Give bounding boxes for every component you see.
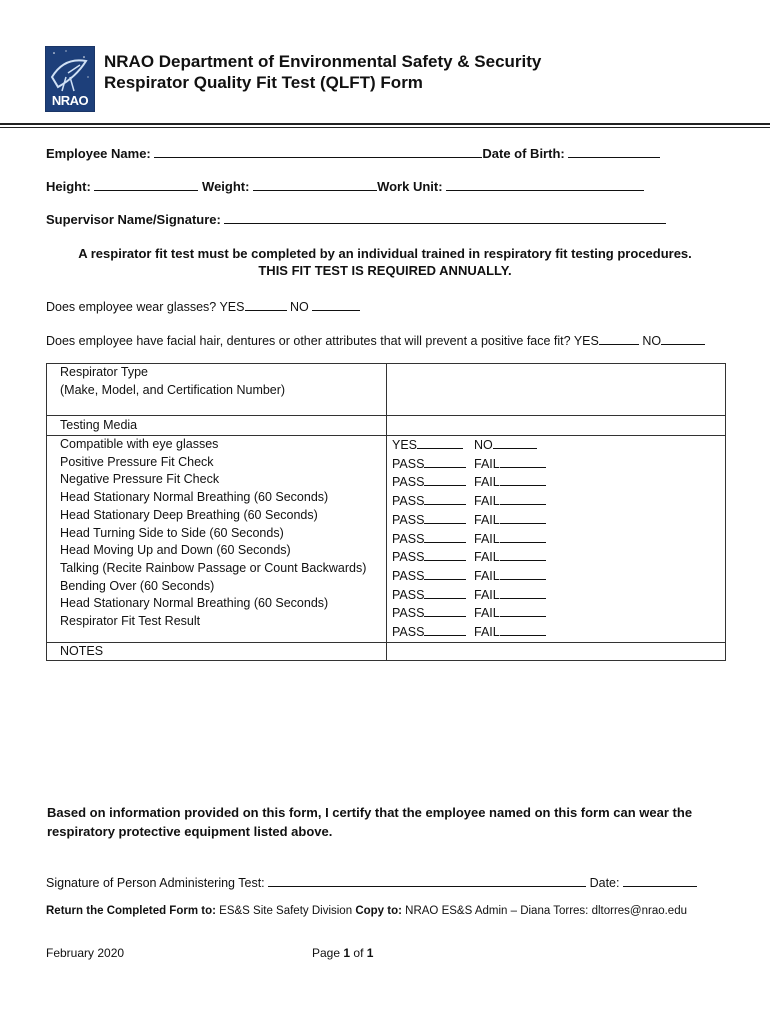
result-option-a: PASS <box>392 494 425 509</box>
fit-test-table <box>46 363 726 661</box>
notes-input[interactable] <box>387 642 726 661</box>
page-num: 1 <box>343 946 351 960</box>
logo-text: NRAO <box>51 93 89 108</box>
height-label: Height: <box>46 179 91 194</box>
result-option-a: PASS <box>392 550 425 565</box>
result-option-a-line[interactable] <box>424 473 466 486</box>
test-row-label: Head Turning Side to Side (60 Seconds) <box>60 525 284 540</box>
work-unit-line[interactable] <box>446 177 644 191</box>
result-option-b-line[interactable] <box>500 511 546 524</box>
notes-row <box>47 642 726 661</box>
certification-statement: Based on information provided on this form, I certify that the employee named on this form can wear the respiratory protective equipment listed above. <box>47 805 693 839</box>
test-row-label: Respirator Fit Test Result <box>60 614 201 629</box>
test-row-label: Head Stationary Normal Breathing (60 Seconds) <box>60 490 329 505</box>
height-weight-field[interactable] <box>46 177 644 194</box>
testing-media-label: Testing Media <box>60 418 138 432</box>
result-option-a: PASS <box>392 512 425 527</box>
test-row-label: Talking (Recite Rainbow Passage or Count Backwards) <box>60 560 367 575</box>
notes-cell <box>47 642 387 661</box>
page-title: NRAO Department of Environmental Safety & Security <box>104 52 542 71</box>
glasses-question-label: Does employee wear glasses? YES <box>46 300 245 314</box>
signature-field[interactable] <box>46 873 697 890</box>
test-row-result[interactable] <box>392 604 725 623</box>
notice-annual: THIS FIT TEST IS REQUIRED ANNUALLY. <box>258 263 512 278</box>
result-option-a: PASS <box>392 625 425 640</box>
page-of: of <box>353 946 364 960</box>
test-row-label: Negative Pressure Fit Check <box>60 472 220 487</box>
result-option-b-line[interactable] <box>500 567 546 580</box>
testing-media-row <box>47 416 726 436</box>
test-row-result[interactable] <box>392 530 725 549</box>
page-subtitle: Respirator Quality Fit Test (QLFT) Form <box>104 73 423 92</box>
result-option-a: PASS <box>392 606 425 621</box>
signature-line[interactable] <box>268 873 586 887</box>
result-option-b: FAIL <box>474 456 500 471</box>
result-option-a-line[interactable] <box>424 567 466 580</box>
test-row-result[interactable] <box>392 473 725 492</box>
nrao-logo <box>45 46 95 112</box>
page-total: 1 <box>366 946 374 960</box>
facial-hair-yes-line[interactable] <box>599 331 639 345</box>
test-row-result[interactable] <box>392 567 725 586</box>
signature-date-line[interactable] <box>623 873 697 887</box>
header-divider <box>0 123 770 125</box>
glasses-yes-line[interactable] <box>245 297 287 311</box>
result-option-a: PASS <box>392 531 425 546</box>
result-option-b: NO <box>474 438 493 452</box>
test-row-result[interactable] <box>392 623 725 642</box>
facial-hair-question[interactable] <box>46 331 705 348</box>
result-option-b: FAIL <box>474 625 500 640</box>
supervisor-field[interactable] <box>46 210 666 227</box>
result-option-b-line[interactable] <box>500 548 546 561</box>
result-option-b: FAIL <box>474 475 500 490</box>
result-option-b: FAIL <box>474 587 500 602</box>
result-option-b-line[interactable] <box>500 455 546 468</box>
facial-hair-no-label: NO <box>642 334 662 348</box>
notes-label: NOTES <box>60 643 104 658</box>
result-option-a-line[interactable] <box>424 604 466 617</box>
test-row-result[interactable] <box>392 455 725 474</box>
date-of-birth-line[interactable] <box>568 144 660 158</box>
glasses-no-line[interactable] <box>312 297 360 311</box>
test-row-label: Bending Over (60 Seconds) <box>60 578 215 593</box>
test-row-label: Head Stationary Normal Breathing (60 Seconds) <box>60 596 329 611</box>
signature-date-label: Date: <box>589 876 620 890</box>
footer-date: February 2020 <box>46 946 125 960</box>
test-row-label: Head Moving Up and Down (60 Seconds) <box>60 543 291 558</box>
result-option-b-line[interactable] <box>500 604 546 617</box>
result-option-a-line[interactable] <box>424 530 466 543</box>
result-option-a: PASS <box>392 456 425 471</box>
test-labels-cell <box>47 436 387 643</box>
result-option-a: PASS <box>392 568 425 583</box>
testing-media-input[interactable] <box>387 416 726 436</box>
result-option-b: FAIL <box>474 512 500 527</box>
glasses-question[interactable] <box>46 297 360 314</box>
test-row-result[interactable] <box>392 436 725 455</box>
glasses-no-label: NO <box>289 300 309 314</box>
result-option-b-line[interactable] <box>500 530 546 543</box>
test-row-result[interactable] <box>392 548 725 567</box>
result-option-b-line[interactable] <box>500 473 546 486</box>
copy-label: Copy to: <box>355 905 402 917</box>
employee-name-label: Employee Name: <box>46 146 151 161</box>
result-option-b: FAIL <box>474 531 500 546</box>
test-row-label: Head Stationary Deep Breathing (60 Seconds) <box>60 507 318 522</box>
supervisor-line[interactable] <box>224 210 666 224</box>
result-option-b: FAIL <box>474 568 500 583</box>
signature-label: Signature of Person Administering Test: <box>46 876 265 890</box>
result-option-a-line[interactable] <box>424 548 466 561</box>
test-row-result[interactable] <box>392 492 725 511</box>
result-option-a-line[interactable] <box>424 492 466 505</box>
result-option-b: FAIL <box>474 550 500 565</box>
result-option-a-line[interactable] <box>424 586 466 599</box>
result-option-a-line[interactable] <box>424 455 466 468</box>
return-to: ES&S Site Safety Division <box>219 905 353 917</box>
test-row-result[interactable] <box>392 586 725 605</box>
height-line[interactable] <box>94 177 198 191</box>
respirator-type-row <box>47 364 726 416</box>
result-option-b-line[interactable] <box>500 492 546 505</box>
result-option-a: PASS <box>392 475 425 490</box>
return-instructions <box>46 905 687 917</box>
respirator-type-sublabel: (Make, Model, and Certification Number) <box>60 382 286 397</box>
employee-name-field[interactable] <box>46 144 660 161</box>
copy-to: NRAO ES&S Admin – Diana Torres: dltorres@nrao.edu <box>405 905 687 917</box>
test-row-label: Positive Pressure Fit Check <box>60 454 214 469</box>
result-option-b: FAIL <box>474 606 500 621</box>
testing-media-cell <box>47 416 387 436</box>
header-divider-thin <box>0 127 770 128</box>
test-row-result[interactable] <box>392 511 725 530</box>
respirator-type-input[interactable] <box>387 364 726 416</box>
test-results-cell <box>387 436 726 643</box>
supervisor-label: Supervisor Name/Signature: <box>46 212 221 227</box>
date-of-birth-label: Date of Birth: <box>482 146 565 161</box>
notice-training: A respirator fit test must be completed by an individual trained in respiratory fit testing procedures. <box>78 246 692 261</box>
result-option-a: PASS <box>392 587 425 602</box>
result-option-a-line[interactable] <box>417 436 463 449</box>
page-number <box>312 946 373 960</box>
result-option-b: FAIL <box>474 494 500 509</box>
test-row-label: Compatible with eye glasses <box>60 437 219 451</box>
page-prefix: Page <box>312 946 341 960</box>
return-label: Return the Completed Form to: <box>46 905 216 917</box>
employee-name-line[interactable] <box>154 144 482 158</box>
result-option-b-line[interactable] <box>500 623 546 636</box>
result-option-b-line[interactable] <box>493 436 537 449</box>
weight-label: Weight: <box>202 179 250 194</box>
work-unit-label: Work Unit: <box>377 179 443 194</box>
result-option-a-line[interactable] <box>424 623 466 636</box>
facial-hair-question-label: Does employee have facial hair, dentures or other attributes that will prevent a positive face fit? YES <box>46 334 599 348</box>
test-results-row <box>47 436 726 643</box>
respirator-type-label: Respirator Type <box>60 365 149 379</box>
weight-line[interactable] <box>253 177 377 191</box>
result-option-a-line[interactable] <box>424 511 466 524</box>
result-option-a: YES <box>392 438 418 452</box>
result-option-b-line[interactable] <box>500 586 546 599</box>
respirator-type-cell <box>47 364 387 416</box>
facial-hair-no-line[interactable] <box>661 331 705 345</box>
